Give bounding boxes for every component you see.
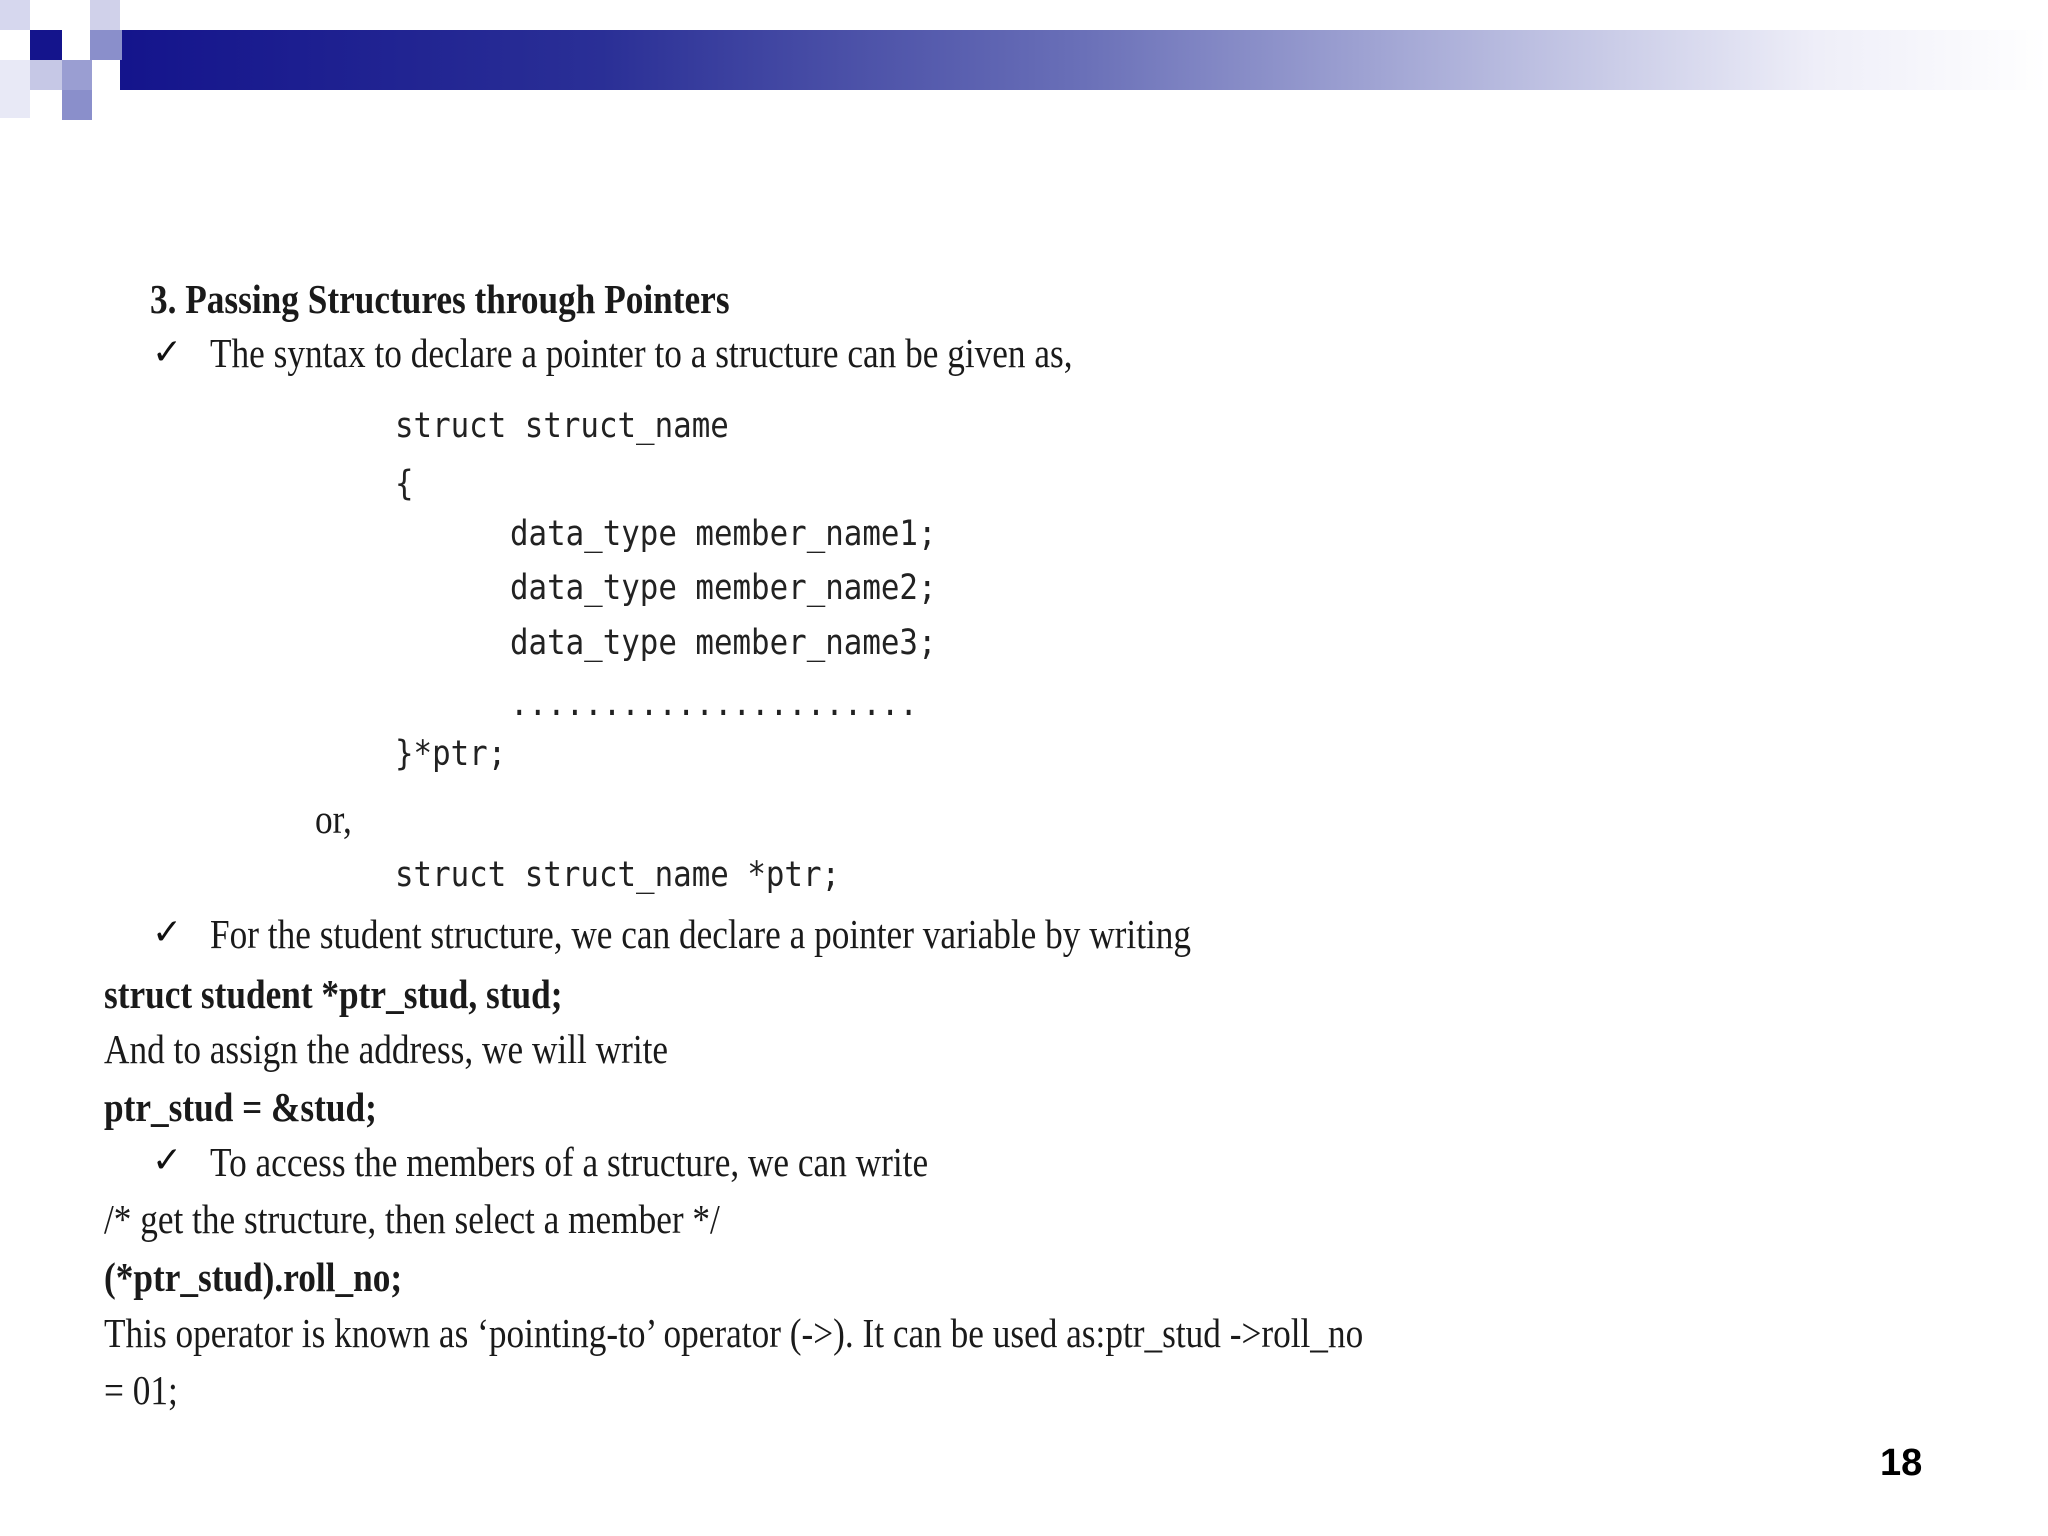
operator-text-continued: = 01; [104, 1367, 178, 1413]
code-line: struct struct_name [395, 406, 729, 446]
section-heading: 3. Passing Structures through Pointers [150, 276, 730, 322]
comment-line: /* get the structure, then select a member */ [104, 1196, 720, 1242]
page-number: 18 [1880, 1442, 1923, 1484]
code-line: data_type member_name1; [510, 514, 937, 554]
bullet-student-text: For the student structure, we can declare a pointer variable by writing [210, 911, 1192, 957]
code-line: ...................... [510, 684, 918, 724]
assign-text: And to assign the address, we will write [104, 1026, 669, 1072]
code-line: data_type member_name3; [510, 623, 937, 663]
bullet-syntax-text: The syntax to declare a pointer to a structure can be given as, [210, 330, 1073, 376]
access-code: (*ptr_stud).roll_no; [104, 1254, 403, 1300]
bullet-access-text: To access the members of a structure, we can write [210, 1139, 929, 1185]
checkmark-icon: ✓ [152, 912, 183, 953]
code-line: data_type member_name2; [510, 568, 937, 608]
code-line: { [395, 464, 414, 504]
declaration-code: struct student *ptr_stud, stud; [104, 971, 563, 1017]
checkmark-icon: ✓ [152, 1140, 183, 1181]
assign-code: ptr_stud = &stud; [104, 1084, 377, 1130]
operator-text: This operator is known as ‘pointing-to’ operator (->). It can be used as:ptr_stud ->roll_no [104, 1310, 1364, 1356]
checkmark-icon: ✓ [152, 332, 183, 373]
code-line: struct struct_name *ptr; [395, 855, 841, 895]
or-text: or, [315, 796, 352, 842]
code-line: }*ptr; [395, 734, 507, 774]
